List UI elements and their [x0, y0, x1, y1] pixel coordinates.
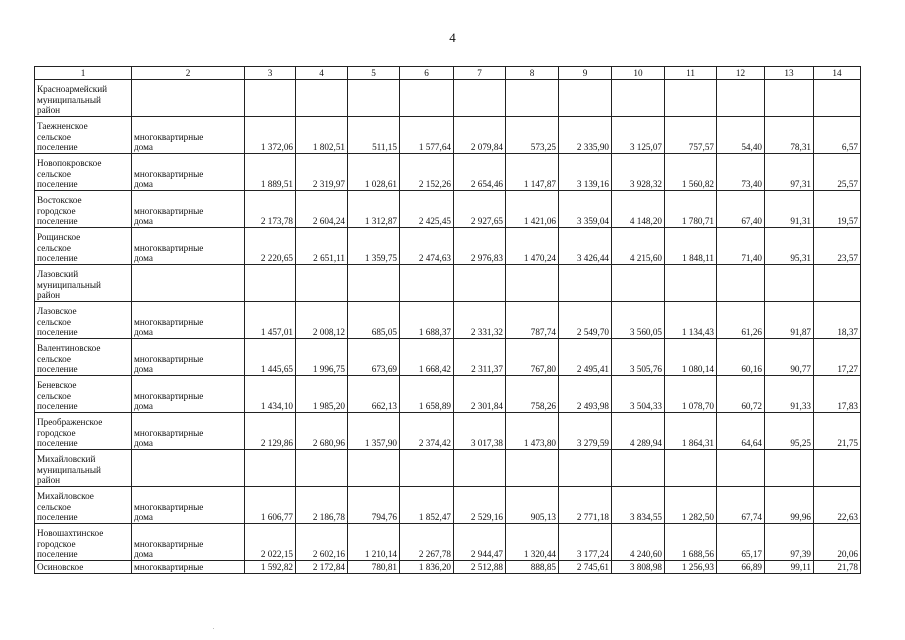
housing-type: [132, 450, 245, 487]
value-cell: 2 425,45: [400, 191, 454, 228]
value-cell: 3 504,33: [612, 376, 665, 413]
page-number: 4: [449, 30, 456, 45]
value-cell: [765, 80, 814, 117]
value-cell: 91,87: [765, 302, 814, 339]
value-cell: 1 889,51: [245, 154, 296, 191]
value-cell: [665, 80, 717, 117]
value-cell: 60,72: [717, 376, 765, 413]
column-header-3: 3: [245, 67, 296, 80]
value-cell: 1 852,47: [400, 487, 454, 524]
value-cell: 511,15: [348, 117, 400, 154]
value-cell: [506, 80, 559, 117]
value-cell: 1 359,75: [348, 228, 400, 265]
value-cell: 21,78: [814, 561, 861, 574]
value-cell: 4 215,60: [612, 228, 665, 265]
table-row: [35, 487, 861, 524]
value-cell: 3 139,16: [559, 154, 612, 191]
housing-type: многоквартирные дома: [132, 524, 245, 561]
value-cell: 3 505,76: [612, 339, 665, 376]
value-cell: 2 022,15: [245, 524, 296, 561]
settlement-name: Осиновское: [35, 561, 132, 574]
value-cell: 3 808,98: [612, 561, 665, 574]
value-cell: 905,13: [506, 487, 559, 524]
value-cell: 1 688,56: [665, 524, 717, 561]
value-cell: 3 177,24: [559, 524, 612, 561]
value-cell: 2 267,78: [400, 524, 454, 561]
table-row: [35, 376, 861, 413]
value-cell: 2 335,90: [559, 117, 612, 154]
value-cell: 787,74: [506, 302, 559, 339]
value-cell: 1 312,87: [348, 191, 400, 228]
value-cell: 1 134,43: [665, 302, 717, 339]
value-cell: 2 604,24: [296, 191, 348, 228]
value-cell: 2 549,70: [559, 302, 612, 339]
value-cell: 2 220,65: [245, 228, 296, 265]
housing-type: многоквартирные дома: [132, 154, 245, 191]
value-cell: 1 864,31: [665, 413, 717, 450]
value-cell: 1 445,65: [245, 339, 296, 376]
value-cell: 6,57: [814, 117, 861, 154]
value-cell: 1 985,20: [296, 376, 348, 413]
value-cell: [717, 265, 765, 302]
value-cell: [765, 265, 814, 302]
value-cell: 2 008,12: [296, 302, 348, 339]
value-cell: 1 592,82: [245, 561, 296, 574]
value-cell: 65,17: [717, 524, 765, 561]
column-header-6: 6: [400, 67, 454, 80]
value-cell: 1 078,70: [665, 376, 717, 413]
value-cell: 767,80: [506, 339, 559, 376]
value-cell: 17,83: [814, 376, 861, 413]
value-cell: [506, 265, 559, 302]
district-row: [35, 80, 861, 117]
value-cell: 2 976,83: [454, 228, 506, 265]
value-cell: 19,57: [814, 191, 861, 228]
column-header-9: 9: [559, 67, 612, 80]
district-name: Михайловский муниципальный район: [35, 450, 132, 487]
value-cell: [348, 265, 400, 302]
column-header-10: 10: [612, 67, 665, 80]
column-header-4: 4: [296, 67, 348, 80]
value-cell: 2 651,11: [296, 228, 348, 265]
value-cell: 2 331,32: [454, 302, 506, 339]
value-cell: 1 421,06: [506, 191, 559, 228]
value-cell: 2 301,84: [454, 376, 506, 413]
value-cell: 25,57: [814, 154, 861, 191]
value-cell: [717, 450, 765, 487]
value-cell: [348, 80, 400, 117]
header-row: [35, 67, 861, 80]
value-cell: 1 457,01: [245, 302, 296, 339]
value-cell: [559, 450, 612, 487]
value-cell: 22,63: [814, 487, 861, 524]
value-cell: 18,37: [814, 302, 861, 339]
value-cell: [454, 80, 506, 117]
value-cell: [612, 80, 665, 117]
value-cell: 3 359,04: [559, 191, 612, 228]
value-cell: 4 240,60: [612, 524, 665, 561]
settlement-name: Таежненское сельское поселение: [35, 117, 132, 154]
value-cell: 573,25: [506, 117, 559, 154]
value-cell: [765, 450, 814, 487]
value-cell: 17,27: [814, 339, 861, 376]
value-cell: [245, 450, 296, 487]
value-cell: 1 560,82: [665, 154, 717, 191]
value-cell: 2 602,16: [296, 524, 348, 561]
value-cell: 21,75: [814, 413, 861, 450]
table-row: [35, 413, 861, 450]
column-header-11: 11: [665, 67, 717, 80]
value-cell: 2 771,18: [559, 487, 612, 524]
value-cell: 64,64: [717, 413, 765, 450]
value-cell: 97,31: [765, 154, 814, 191]
district-name: Лазовский муниципальный район: [35, 265, 132, 302]
column-header-5: 5: [348, 67, 400, 80]
settlement-name: Востокское городское поселение: [35, 191, 132, 228]
value-cell: [506, 450, 559, 487]
settlement-name: Лазовское сельское поселение: [35, 302, 132, 339]
housing-type: многоквартирные дома: [132, 302, 245, 339]
value-cell: 757,57: [665, 117, 717, 154]
value-cell: 1 606,77: [245, 487, 296, 524]
value-cell: 1 473,80: [506, 413, 559, 450]
value-cell: 73,40: [717, 154, 765, 191]
value-cell: 2 493,98: [559, 376, 612, 413]
value-cell: 2 311,37: [454, 339, 506, 376]
value-cell: 95,31: [765, 228, 814, 265]
settlement-name: Новошахтинское городское поселение: [35, 524, 132, 561]
settlement-name: Валентиновское сельское поселение: [35, 339, 132, 376]
value-cell: 2 186,78: [296, 487, 348, 524]
value-cell: 20,06: [814, 524, 861, 561]
value-cell: 662,13: [348, 376, 400, 413]
value-cell: 2 173,78: [245, 191, 296, 228]
value-cell: 2 172,84: [296, 561, 348, 574]
value-cell: 1 256,93: [665, 561, 717, 574]
value-cell: [400, 265, 454, 302]
value-cell: 2 152,26: [400, 154, 454, 191]
value-cell: 91,31: [765, 191, 814, 228]
value-cell: 2 079,84: [454, 117, 506, 154]
table-row: [35, 339, 861, 376]
value-cell: 67,74: [717, 487, 765, 524]
housing-type: [132, 265, 245, 302]
district-name: Красноармейский муниципальный район: [35, 80, 132, 117]
value-cell: [454, 265, 506, 302]
housing-type: многоквартирные дома: [132, 413, 245, 450]
value-cell: [296, 450, 348, 487]
value-cell: 61,26: [717, 302, 765, 339]
value-cell: 2 529,16: [454, 487, 506, 524]
value-cell: [296, 80, 348, 117]
value-cell: 1 372,06: [245, 117, 296, 154]
value-cell: 2 495,41: [559, 339, 612, 376]
value-cell: 3 125,07: [612, 117, 665, 154]
value-cell: 97,39: [765, 524, 814, 561]
value-cell: 3 834,55: [612, 487, 665, 524]
value-cell: [814, 450, 861, 487]
value-cell: [665, 450, 717, 487]
value-cell: 1 577,64: [400, 117, 454, 154]
value-cell: 2 680,96: [296, 413, 348, 450]
housing-type: многоквартирные дома: [132, 117, 245, 154]
value-cell: 1 080,14: [665, 339, 717, 376]
value-cell: 54,40: [717, 117, 765, 154]
district-row: [35, 265, 861, 302]
value-cell: 1 848,11: [665, 228, 717, 265]
value-cell: 4 148,20: [612, 191, 665, 228]
housing-type: многоквартирные: [132, 561, 245, 574]
settlement-name: Новопокровское сельское поселение: [35, 154, 132, 191]
value-cell: [245, 80, 296, 117]
settlement-name: Преображенское городское поселение: [35, 413, 132, 450]
settlement-name: Рощинское сельское поселение: [35, 228, 132, 265]
table-row: [35, 191, 861, 228]
value-cell: 888,85: [506, 561, 559, 574]
column-header-14: 14: [814, 67, 861, 80]
column-header-2: 2: [132, 67, 245, 80]
settlement-name: Беневское сельское поселение: [35, 376, 132, 413]
value-cell: 1 996,75: [296, 339, 348, 376]
value-cell: 99,96: [765, 487, 814, 524]
value-cell: [559, 265, 612, 302]
value-cell: [612, 265, 665, 302]
settlement-name: Михайловское сельское поселение: [35, 487, 132, 524]
value-cell: 2 319,97: [296, 154, 348, 191]
value-cell: [612, 450, 665, 487]
value-cell: 794,76: [348, 487, 400, 524]
value-cell: 2 745,61: [559, 561, 612, 574]
scan-mark: [213, 628, 214, 629]
value-cell: 1 282,50: [665, 487, 717, 524]
housing-type: многоквартирные дома: [132, 228, 245, 265]
column-header-1: 1: [35, 67, 132, 80]
value-cell: 1 147,87: [506, 154, 559, 191]
column-header-7: 7: [454, 67, 506, 80]
value-cell: [814, 265, 861, 302]
value-cell: 95,25: [765, 413, 814, 450]
value-cell: 67,40: [717, 191, 765, 228]
housing-type: многоквартирные дома: [132, 487, 245, 524]
value-cell: 1 688,37: [400, 302, 454, 339]
value-cell: [400, 80, 454, 117]
housing-type: многоквартирные дома: [132, 376, 245, 413]
housing-type: многоквартирные дома: [132, 191, 245, 228]
value-cell: [296, 265, 348, 302]
column-header-8: 8: [506, 67, 559, 80]
value-cell: 71,40: [717, 228, 765, 265]
value-cell: 1 210,14: [348, 524, 400, 561]
value-cell: 1 470,24: [506, 228, 559, 265]
value-cell: 3 928,32: [612, 154, 665, 191]
value-cell: [245, 265, 296, 302]
table-row: [35, 117, 861, 154]
value-cell: 1 802,51: [296, 117, 348, 154]
value-cell: [665, 265, 717, 302]
value-cell: 780,81: [348, 561, 400, 574]
value-cell: 2 944,47: [454, 524, 506, 561]
value-cell: 66,89: [717, 561, 765, 574]
table-row: [35, 154, 861, 191]
value-cell: 685,05: [348, 302, 400, 339]
value-cell: 758,26: [506, 376, 559, 413]
table-row: [35, 561, 861, 574]
column-header-12: 12: [717, 67, 765, 80]
value-cell: 1 780,71: [665, 191, 717, 228]
value-cell: 2 512,88: [454, 561, 506, 574]
value-cell: [454, 450, 506, 487]
value-cell: [400, 450, 454, 487]
value-cell: 4 289,94: [612, 413, 665, 450]
value-cell: 2 474,63: [400, 228, 454, 265]
housing-type: [132, 80, 245, 117]
value-cell: 78,31: [765, 117, 814, 154]
value-cell: 2 927,65: [454, 191, 506, 228]
value-cell: 673,69: [348, 339, 400, 376]
value-cell: 3 560,05: [612, 302, 665, 339]
value-cell: 3 279,59: [559, 413, 612, 450]
column-header-13: 13: [765, 67, 814, 80]
value-cell: 23,57: [814, 228, 861, 265]
value-cell: 99,11: [765, 561, 814, 574]
value-cell: 1 836,20: [400, 561, 454, 574]
value-cell: 1 434,10: [245, 376, 296, 413]
tariff-table: [34, 66, 861, 574]
value-cell: 1 320,44: [506, 524, 559, 561]
table-row: [35, 524, 861, 561]
value-cell: [559, 80, 612, 117]
value-cell: 90,77: [765, 339, 814, 376]
value-cell: 60,16: [717, 339, 765, 376]
value-cell: 3 017,38: [454, 413, 506, 450]
table-row: [35, 302, 861, 339]
value-cell: 2 129,86: [245, 413, 296, 450]
value-cell: 1 357,90: [348, 413, 400, 450]
value-cell: 2 654,46: [454, 154, 506, 191]
value-cell: 2 374,42: [400, 413, 454, 450]
value-cell: 1 658,89: [400, 376, 454, 413]
value-cell: 1 668,42: [400, 339, 454, 376]
value-cell: [348, 450, 400, 487]
value-cell: [717, 80, 765, 117]
value-cell: 91,33: [765, 376, 814, 413]
table-row: [35, 228, 861, 265]
value-cell: [814, 80, 861, 117]
value-cell: 3 426,44: [559, 228, 612, 265]
housing-type: многоквартирные дома: [132, 339, 245, 376]
value-cell: 1 028,61: [348, 154, 400, 191]
district-row: [35, 450, 861, 487]
